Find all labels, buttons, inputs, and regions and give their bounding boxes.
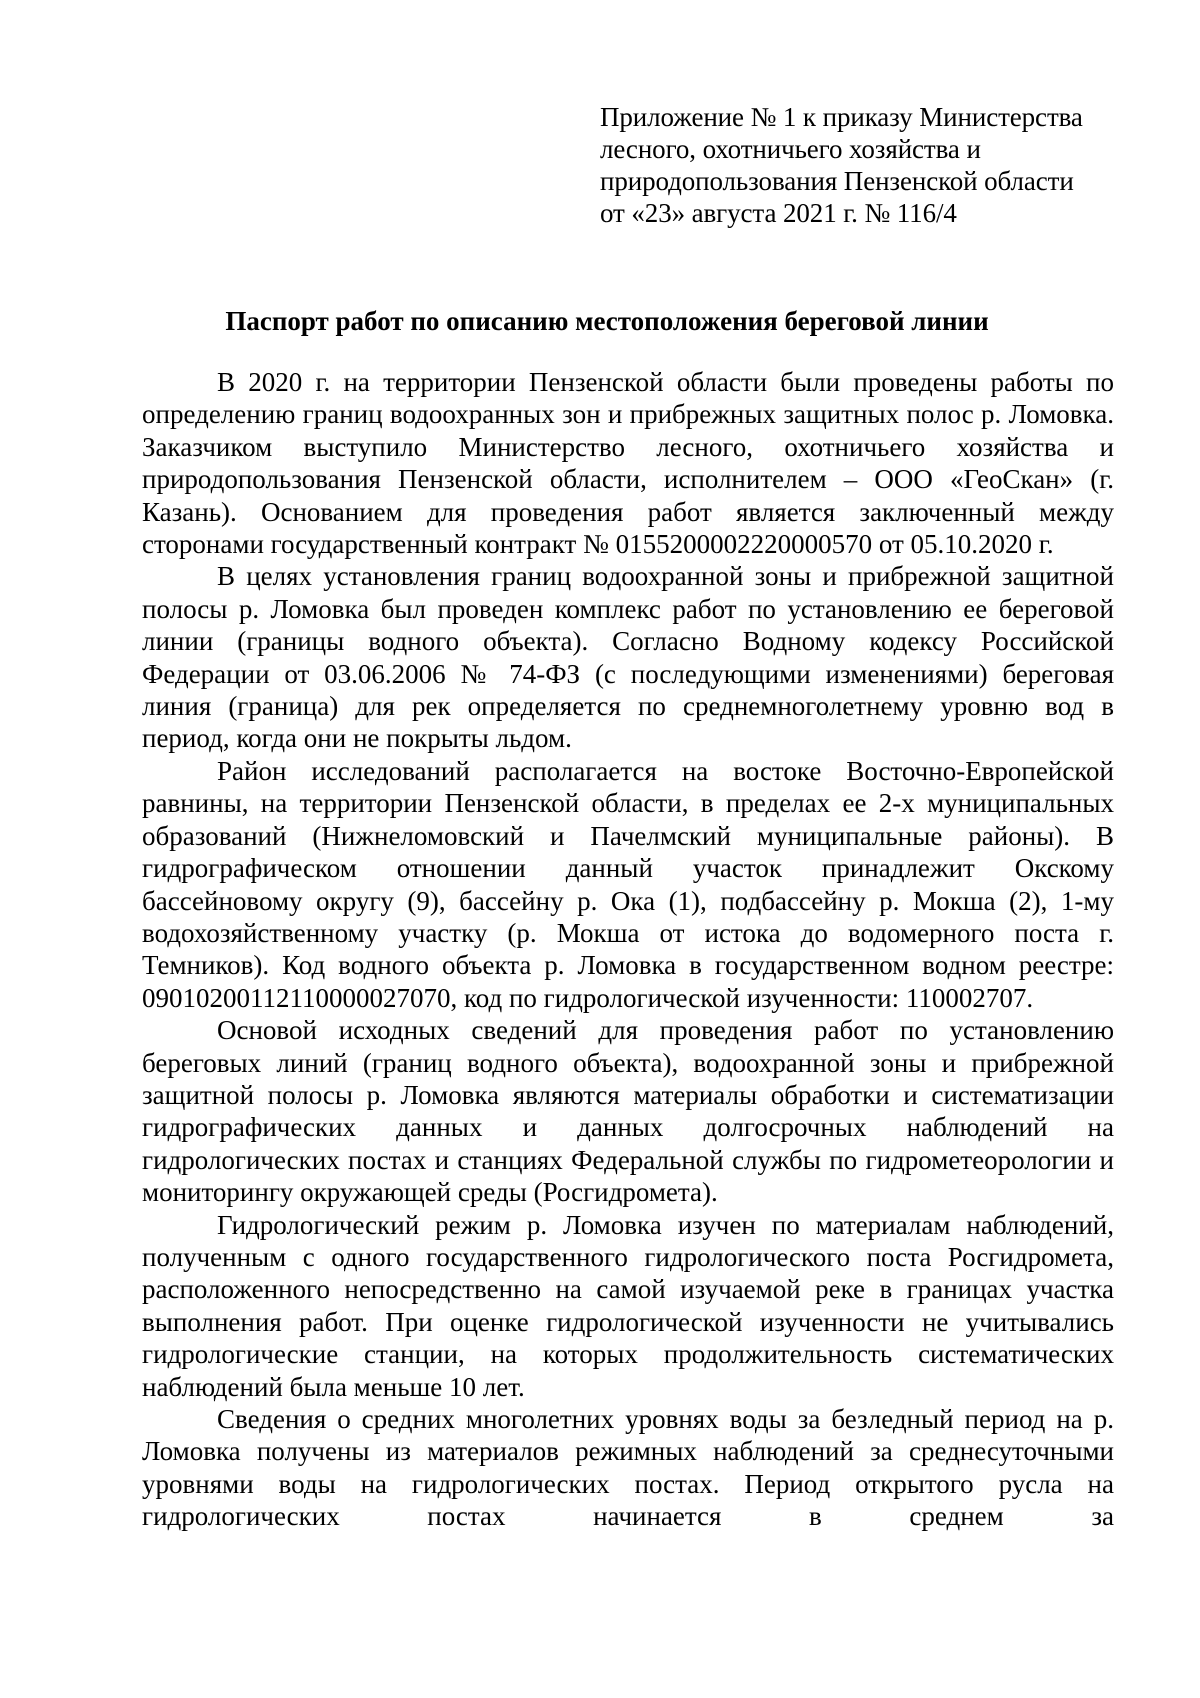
document-title: Паспорт работ по описанию местоположения береговой линии (225, 306, 989, 336)
appendix-line: Приложение № 1 к приказу Министерства (600, 102, 1083, 132)
paragraph: В целях установления границ водоохранной зоны и прибрежной защитной полосы р. Ломовка был проведен комплекс работ по установлению ее береговой линии (границы водного объекта). Согласно Водному кодексу Российской Федерации от 03.06.2006 № 74-ФЗ (с последующими изменениями) береговая линия (граница) для рек определяется по среднемноголетнему уровню вод в период, когда они не покрыты льдом. (142, 561, 1114, 754)
appendix-reference (600, 101, 1120, 229)
document-body (142, 366, 1114, 1533)
paragraph: Основой исходных сведений для проведения работ по установлению береговых линий (границ водного объекта), водоохранной зоны и прибрежной защитной полосы р. Ломовка являются материалы обработки и систематизации гидрографических данных и данных долгосрочных наблюдений на гидрологических постах и станциях Федеральной службы по гидрометеорологии и мониторингу окружающей среды (Росгидромета). (142, 1015, 1114, 1208)
paragraph: Гидрологический режим р. Ломовка изучен по материалам наблюдений, полученным с одного государственного гидрологического поста Росгидромета, расположенного непосредственно на самой изучаемой реке в границах участка выполнения работ. При оценке гидрологической изученности не учитывались гидрологические станции, на которых продолжительность систематических наблюдений была меньше 10 лет. (142, 1209, 1114, 1402)
appendix-line: от «23» августа 2021 г. № 116/4 (600, 198, 957, 228)
paragraph: В 2020 г. на территории Пензенской области были проведены работы по определению границ водоохранных зон и прибрежных защитных полос р. Ломовка. Заказчиком выступило Министерство лесного, охотничьего хозяйства и природопользования Пензенской области, исполнителем – ООО «ГеоСкан» (г. Казань). Основанием для проведения работ является заключенный между сторонами государственный контракт № 0155200002220000570 от 05.10.2020 г. (142, 367, 1114, 560)
paragraph: Район исследований располагается на востоке Восточно-Европейской равнины, на территории Пензенской области, в пределах ее 2-х муниципальных образований (Нижнеломовский и Пачелмский муниципальные районы). В гидрографическом отношении данный участок принадлежит Окскому бассейновому округу (9), бассейну р. Ока (1), подбассейну р. Мокша (2), 1-му водохозяйственному участку (р. Мокша от истока до водомерного поста г. Темников). Код водного объекта р. Ломовка в государственном водном реестре: 09010200112110000027070, код по гидрологической изученности: 110002707. (142, 755, 1114, 1013)
appendix-line: природопользования Пензенской области (600, 166, 1074, 196)
paragraph: Сведения о средних многолетних уровнях воды за безледный период на р. Ломовка получены из материалов режимных наблюдений за среднесуточными уровнями воды на гидрологических постах. Период открытого русла на гидрологических постах начинается в среднем за (142, 1404, 1114, 1532)
appendix-line: лесного, охотничьего хозяйства и (600, 134, 981, 164)
